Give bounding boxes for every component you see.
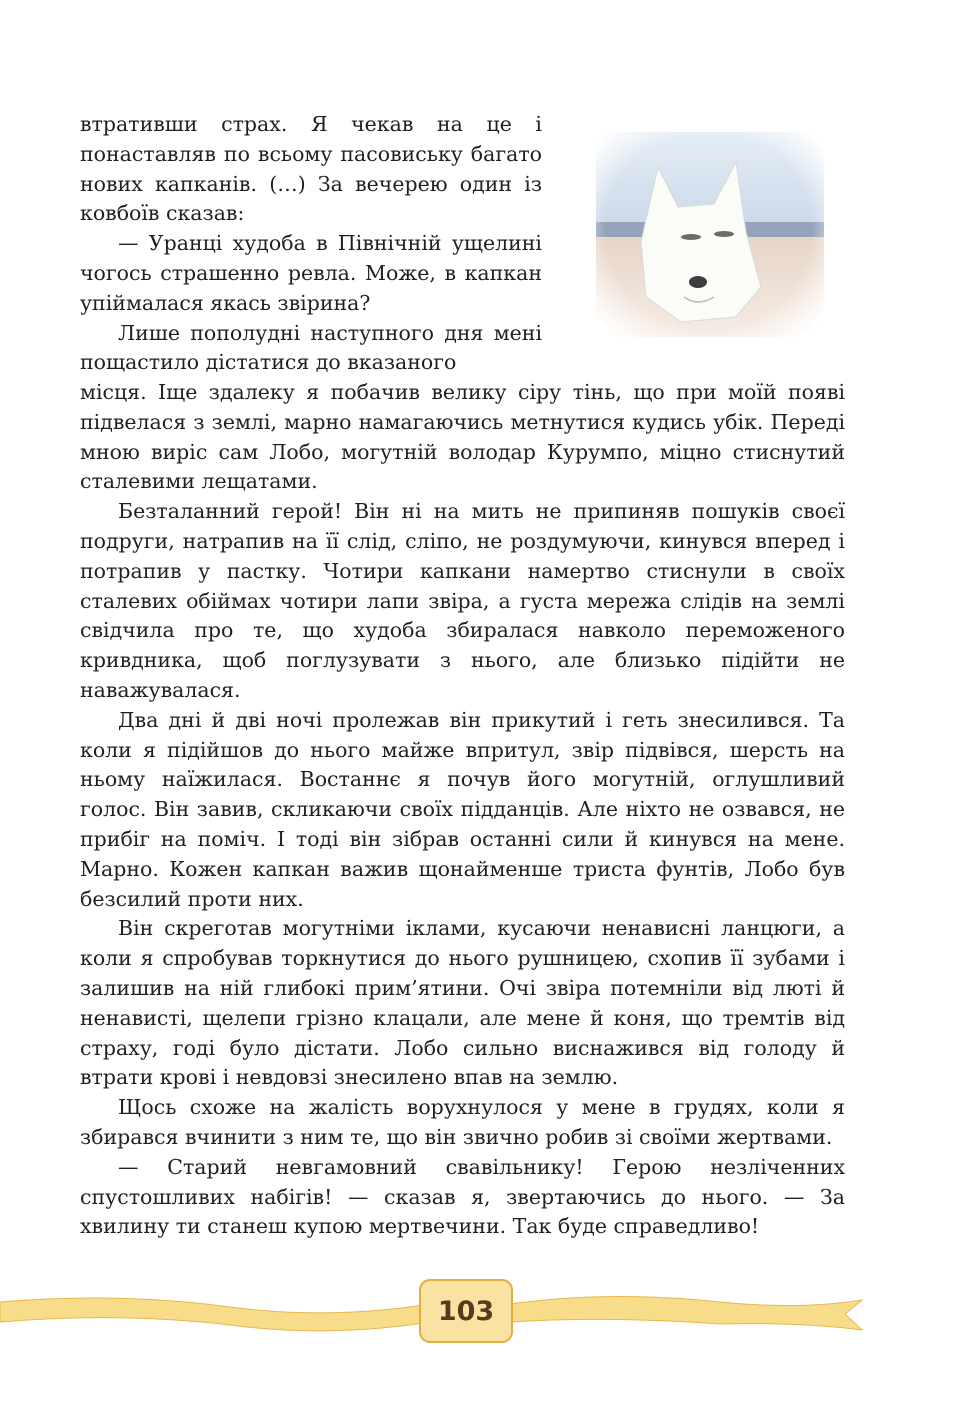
text-column-top	[80, 110, 542, 378]
paragraph: Безталанний герой! Він ні на мить не припиняв пошуків своєї подруги, натрапив на її слід, сліпо, не роздумуючи, кинувся вперед і потрапив у пастку. Чотири капкани намертво стиснули в своїх сталевих обіймах чотири лапи звіра, а густа мережа слідів на землі свідчила про те, що худоба збиралася навколо переможеного кривдника, щоб поглузувати з нього, але близько підійти не наважувалася.	[80, 499, 845, 702]
paragraph: Лише пополудні наступного дня мені пощастило дістатися до вказаного	[80, 320, 542, 375]
page-number: 103	[437, 1295, 495, 1327]
paragraph: місця. Іще здалеку я побачив велику сіру тінь, що при моїй появі підвелася з землі, марно намагаючись метнутися кудись убік. Переді мною виріс сам Лобо, могутній володар Курумпо, міцно стиснутий сталевими лещатами.	[80, 380, 845, 494]
paragraph: втративши страх. Я чекав на це і понаставляв по всьому пасовиську багато нових капканів. (…) За вечерею один із ковбоїв сказав:	[80, 112, 542, 226]
wolf-illustration	[586, 112, 831, 347]
paragraph: — Уранці худоба в Північній ущелині чогось страшенно ревла. Може, в капкан упіймалася якась звірина?	[80, 231, 542, 315]
paragraph: Він скреготав могутніми іклами, кусаючи ненависні ланцюги, а коли я спробував торкнутися до нього рушницею, схопив її зубами і залишив на ній глибокі прим’ятини. Очі звіра потемніли від люті й ненависті, щелепи грізно клацали, але мене й коня, що тремтів від страху, годі було дістати. Лобо сильно виснажився від голоду й втрати крові і невдовзі знесилено впав на землю.	[80, 916, 845, 1090]
text-column-main	[80, 378, 845, 1242]
paragraph: — Старий невгамовний свавільнику! Герою незліченних спустошливих набігів! — сказав я, звертаючись до нього. — За хвилину ти станеш купою мертвечини. Так буде справедливо!	[80, 1154, 845, 1239]
paragraph: Два дні й дві ночі пролежав він прикутий і геть знесилився. Та коли я підійшов до нього майже впритул, звір підвівся, шерсть на ньому наїжилася. Востаннє я почув його могутній, оглушливий голос. Він завив, скликаючи своїх підданців. Але ніхто не озвався, не прибіг на поміч. І тоді він зібрав останні сили й кинувся на мене. Марно. Кожен капкан важив щонайменше триста фунтів, Лобо був безсилий проти них.	[80, 707, 845, 911]
paragraph: Щось схоже на жалість ворухнулося у мене в грудях, коли я збирався вчинити з ним те, що він звично робив зі своїми жертвами.	[80, 1095, 845, 1149]
